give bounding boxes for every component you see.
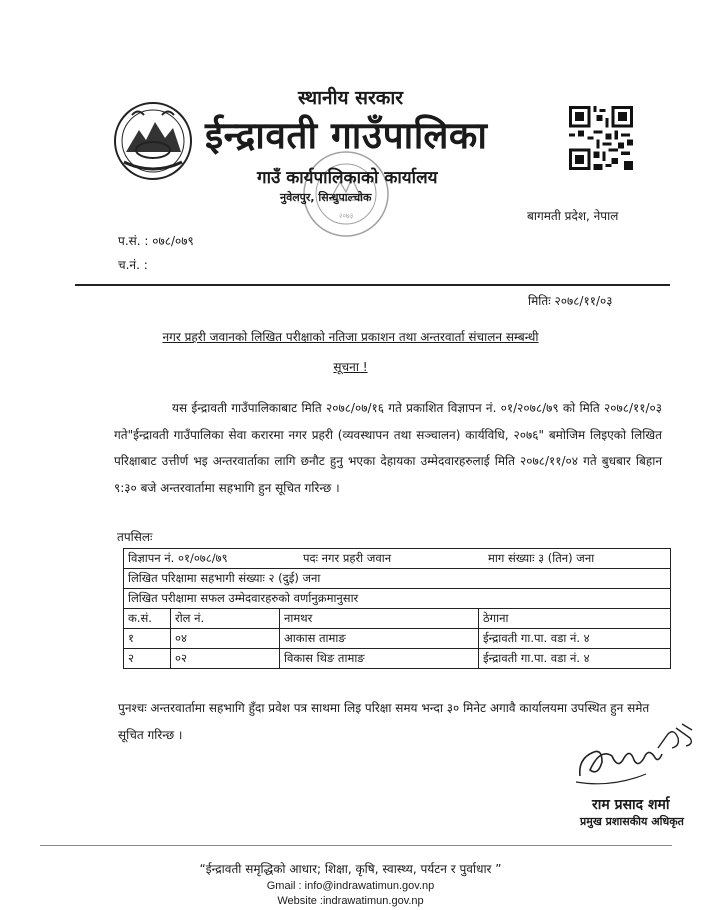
table-row-passed-heading bbox=[124, 589, 671, 609]
office-location: नुवेलपुर, सिन्धुपाल्चोक bbox=[280, 191, 372, 204]
dispatch-number: च.नं. : bbox=[118, 258, 148, 272]
table-row bbox=[124, 649, 671, 669]
candidate-table bbox=[123, 548, 671, 669]
footer-divider bbox=[40, 845, 672, 846]
details-label: तपसिलः bbox=[117, 530, 153, 544]
notice-subject: नगर प्रहरी जवानको लिखित परीक्षाको नतिजा प्रकाशन तथा अन्तरवार्ता संचालन सम्बन्धी bbox=[162, 330, 539, 344]
footer-email: Gmail : info@indrawatimun.gov.np bbox=[266, 880, 435, 892]
table-row-advert bbox=[124, 549, 671, 569]
demand-count: माग संख्याः ३ (तिन) जना bbox=[488, 551, 595, 565]
notice-title: सूचना ! bbox=[333, 360, 368, 374]
letter-reference-number: प.सं. : ०७८/०७९ bbox=[118, 234, 194, 248]
participants-count: लिखित परिक्षामा सहभागी संख्याः २ (दुई) जना bbox=[124, 569, 671, 589]
column-header: नामथर bbox=[280, 609, 479, 629]
nepal-emblem-logo bbox=[112, 100, 194, 182]
address-cell: ईन्द्रावती गा.पा. वडा नं. ४ bbox=[479, 649, 671, 669]
serial-cell: २ bbox=[124, 649, 171, 669]
notice-date: मितिः २०७८/११/०३ bbox=[528, 294, 613, 308]
address-cell: ईन्द्रावती गा.पा. वडा नं. ४ bbox=[479, 629, 671, 649]
column-header: ठेगाना bbox=[479, 609, 671, 629]
municipality-name: ईन्द्रावती गाउँपालिका bbox=[205, 114, 488, 157]
name-cell: विकास थिङ तामाङ bbox=[280, 649, 479, 669]
serial-cell: १ bbox=[124, 629, 171, 649]
footer-motto: “ईन्द्रावती समृद्धिको आधार; शिक्षा, कृषि, स्वास्थ्य, पर्यटन र पुर्वाधार ” bbox=[199, 862, 502, 876]
roll-cell: ०४ bbox=[171, 629, 280, 649]
table-header-row bbox=[124, 609, 671, 629]
roll-cell: ०२ bbox=[171, 649, 280, 669]
province-label: बागमती प्रदेश, नेपाल bbox=[527, 209, 619, 223]
footer-website: Website :indrawatimun.gov.np bbox=[277, 895, 424, 907]
column-header: रोल नं. bbox=[171, 609, 280, 629]
postscript-note: पुनश्चः अन्तरवार्तामा सहभागि हुँदा प्रवेश पत्र साथमा लिइ परिक्षा समय भन्दा ३० मिनेट अगावै कार्यालयमा उपस्थित हुन समेत सूचित गरिन्छ । bbox=[118, 701, 650, 742]
signatory-name: राम प्रसाद शर्मा bbox=[592, 797, 670, 813]
post-name: पदः नगर प्रहरी जवान bbox=[303, 551, 392, 565]
local-government-heading: स्थानीय सरकार bbox=[297, 87, 404, 109]
signatory-designation: प्रमुख प्रशासकीय अधिकृत bbox=[580, 815, 684, 828]
notice-body: यस ईन्द्रावती गाउँपालिकाबाट मिति २०७८/०७/१६ गते प्रकाशित विज्ञापन नं. ०१/२०७८/७९ को मिति २०७८/११/०३ गते"ईन्द्रावती गाउँपालिका सेवा करारमा नगर प्रहरी (व्यवस्थापन तथा सञ्चालन) कार्यविधि, २०७६" बमोजिम लिइएको लिखित परिक्षाबाट उत्तीर्ण भइ अन्तरवार्ताका लागि छनौट हुनु भएका देहायका उम्मेदवारहरुलाई मिति २०७८/११/०४ गते बुधबार बिहान ९:३० बजे अन्तरवार्तामा सहभागि हुन सूचित गरिन्छ । bbox=[114, 401, 662, 495]
column-header: क.सं. bbox=[124, 609, 171, 629]
name-cell: आकास तामाङ bbox=[280, 629, 479, 649]
advert-number: विज्ञापन नं. ०१/०७८/७९ bbox=[128, 551, 228, 565]
svg-text:२०७३: २०७३ bbox=[338, 212, 354, 220]
office-name: गाउँ कार्यपालिकाको कार्यालय bbox=[257, 168, 438, 188]
qr-code-icon bbox=[569, 106, 633, 170]
table-row-participants bbox=[124, 569, 671, 589]
passed-heading: लिखित परीक्षामा सफल उम्मेदवारहरुको वर्णानुक्रमानुसार bbox=[124, 589, 671, 609]
handwritten-signature bbox=[572, 718, 698, 790]
table-row bbox=[124, 629, 671, 649]
header-divider bbox=[75, 284, 670, 286]
